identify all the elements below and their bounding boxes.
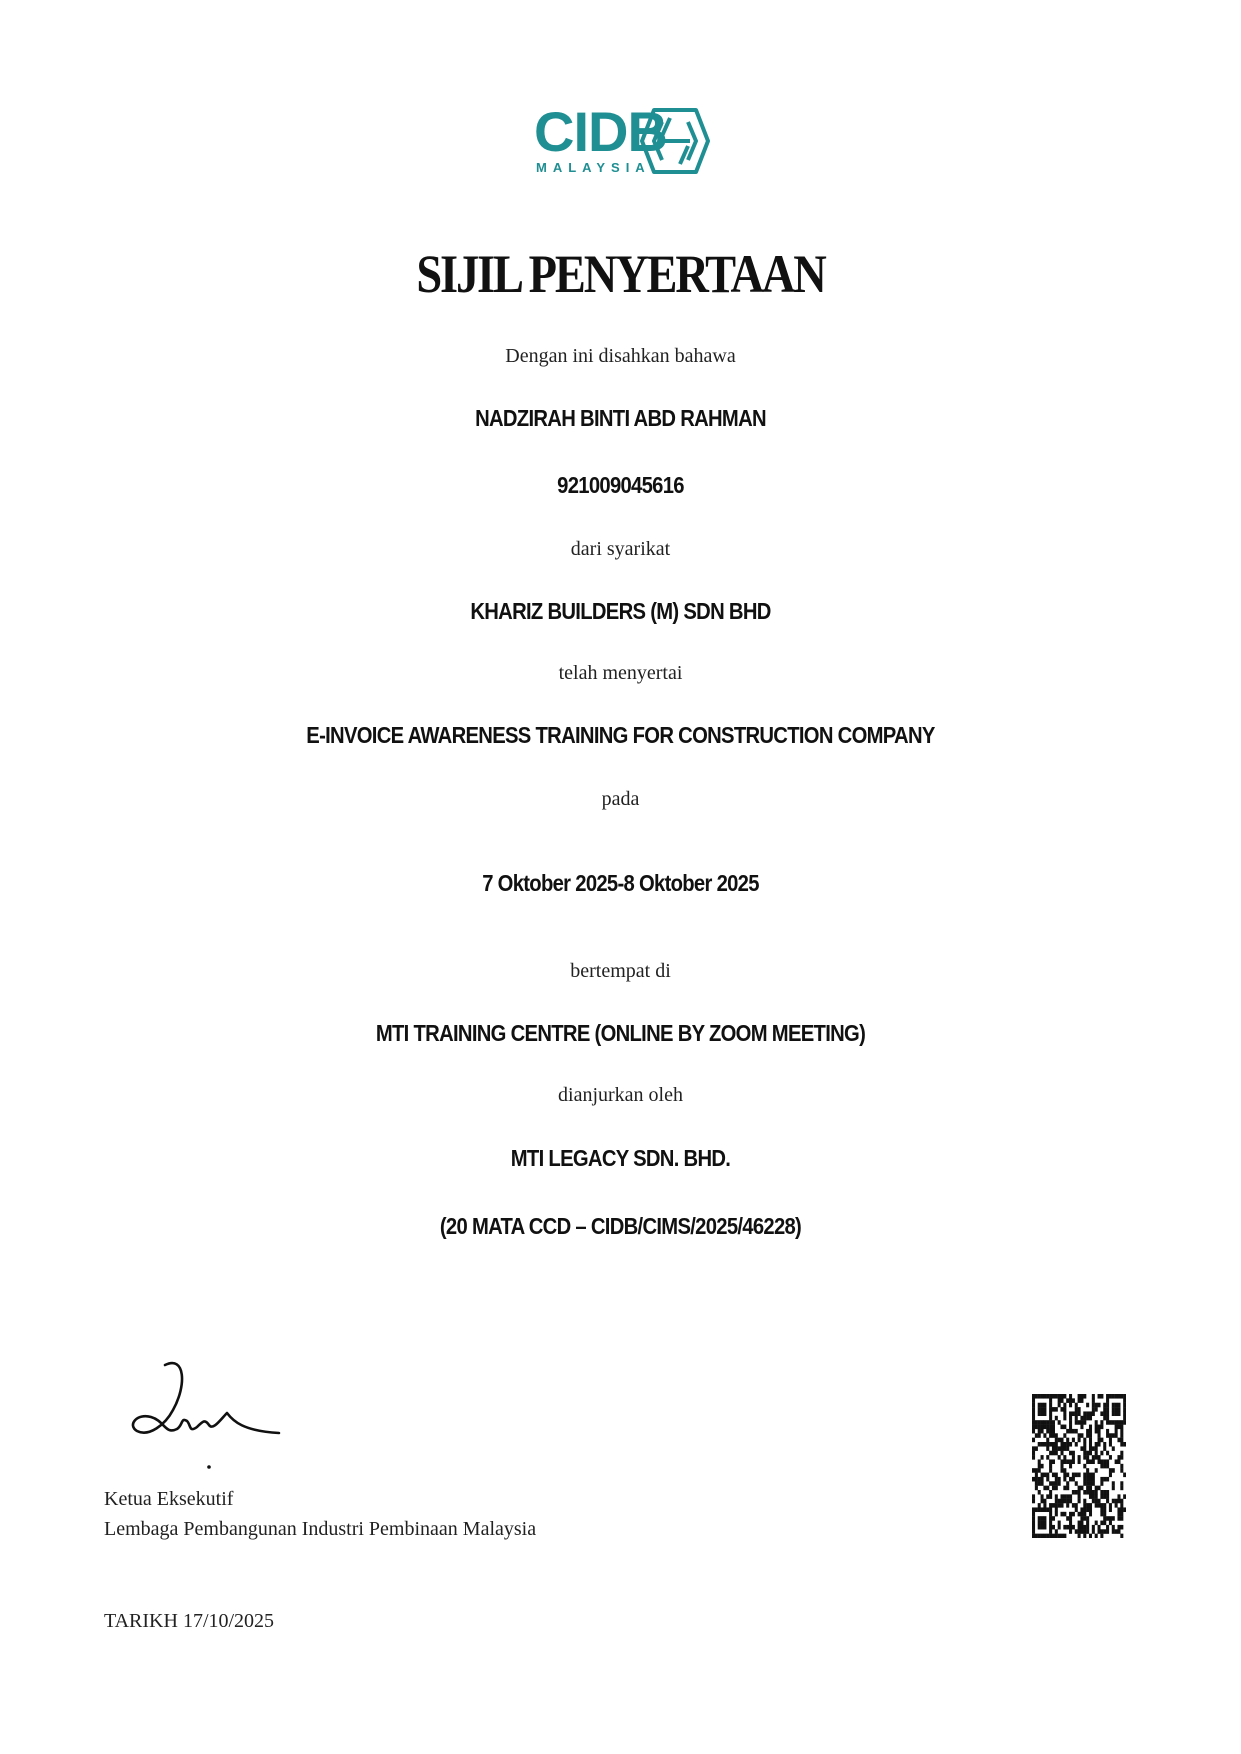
company-name: KHARIZ BUILDERS (M) SDN BHD — [470, 598, 771, 624]
date-issued: TARIKH 17/10/2025 — [104, 1610, 275, 1632]
venue-label: bertempat di — [570, 960, 671, 982]
logo-text: CIDB — [534, 100, 667, 163]
cidb-logo-icon — [534, 100, 714, 182]
participant-id: 921009045616 — [557, 472, 684, 498]
ccd-points: (20 MATA CCD – CIDB/CIMS/2025/46228) — [439, 1213, 802, 1239]
date-label: pada — [601, 788, 640, 810]
logo-subtext: MALAYSIA — [536, 160, 651, 175]
course-name: E-INVOICE AWARENESS TRAINING FOR CONSTRUCTION COMPANY — [306, 722, 935, 748]
company-label: dari syarikat — [570, 538, 671, 560]
participant-name: NADZIRAH BINTI ABD RAHMAN — [475, 405, 766, 431]
signature-icon — [125, 1355, 285, 1475]
qr-code-icon — [1032, 1394, 1126, 1538]
date-range: 7 Oktober 2025-8 Oktober 2025 — [482, 870, 759, 896]
organizer-label: dianjurkan oleh — [558, 1084, 683, 1106]
signatory-title: Ketua Eksekutif — [104, 1488, 234, 1510]
certificate-title: SIJIL PENYERTAAN — [416, 244, 825, 304]
organizer: MTI LEGACY SDN. BHD. — [510, 1145, 731, 1171]
signatory-organization: Lembaga Pembangunan Industri Pembinaan Malaysia — [104, 1518, 537, 1540]
intro-text: Dengan ini disahkan bahawa — [505, 345, 736, 367]
venue: MTI TRAINING CENTRE (ONLINE BY ZOOM MEETING) — [375, 1020, 866, 1046]
course-label: telah menyertai — [558, 662, 683, 684]
logo-mark-icon — [640, 106, 710, 176]
